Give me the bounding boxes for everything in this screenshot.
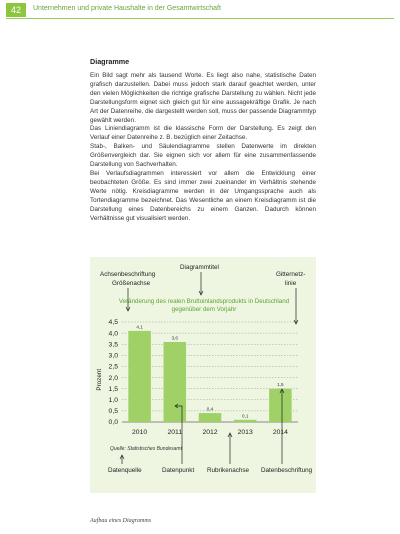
bar xyxy=(128,331,151,422)
bar xyxy=(199,413,222,422)
x-tick-label: 2014 xyxy=(272,429,288,436)
annotation-groessenachse: Größenachse xyxy=(112,280,151,287)
data-label: 0,4 xyxy=(206,406,214,412)
annotation-rubrikenachse: Rubrikenachse xyxy=(207,467,250,474)
annotation-gitternetzlinie: Gitternetz- xyxy=(276,271,306,278)
paragraph: Bei Verlaufsdiagrammen interessiert vor allem die Entwicklung einer beobachteten Größe. Es sind immer zwei zueinander im Verhältnis stehende Werte nötig. Kreisdiagramme werden in der Umgangssprache auch als Tortendiagramme bezeichnet. Das Wesentliche an einem Kreisdiagramm ist die Darstellung eines Datenbereichs zu einem Ganzen. Dadurch können Verhältnisse gut visualisiert werden. xyxy=(90,169,316,222)
figure-caption: Aufbau eines Diagramms xyxy=(90,518,151,524)
y-tick-label: 4,5 xyxy=(108,319,118,327)
bar xyxy=(234,420,257,422)
data-label: 4,1 xyxy=(136,324,143,330)
y-tick-label: 2,0 xyxy=(108,374,118,382)
y-axis-label: Prozent xyxy=(96,368,103,391)
y-tick-label: 4,0 xyxy=(108,330,118,338)
y-tick-label: 1,0 xyxy=(108,396,118,404)
y-tick-label: 0,0 xyxy=(108,419,118,427)
bar xyxy=(269,389,292,422)
page-number: 42 xyxy=(6,3,26,17)
running-head: Unternehmen und private Haushalte in der Gesamtwirtschaft xyxy=(33,5,221,12)
paragraph: Ein Bild sagt mehr als tausend Worte. Es liegt also nahe, statistische Daten grafisch darzustellen. Dabei muss jedoch stark darauf geachtet werden, unter den vielen Möglichkeiten die richtige grafische Darstellung zu wählen. Nicht jede Darstellungsform eignet sich gleich gut für eine aussagekräftige Grafik. Je nach Art der Datenreihe, die dargestellt werden soll, muss der passende Diagrammtyp gewählt werden. xyxy=(90,72,316,124)
y-tick-label: 0,5 xyxy=(108,408,118,416)
annotation-datenpunkt: Datenpunkt xyxy=(162,467,195,474)
paragraph: Das Liniendiagramm ist die klassische Form der Darstellung. Es zeigt den Verlauf einer Datenreihe z. B. bezüglich einer Zeitachse. xyxy=(90,125,316,142)
annotation-datenbeschriftung: Datenbeschriftung xyxy=(261,467,313,474)
chart-source: Quelle: Statistisches Bundesamt xyxy=(110,446,182,452)
x-tick-label: 2011 xyxy=(167,429,183,436)
paragraph: Stab-, Balken- und Säulendiagramme stellen Datenwerte im direkten Größenvergleich dar. Sie eignen sich vor allem für eine zusammenfassende Darstellung von Sachverhalten. xyxy=(90,143,316,169)
y-tick-label: 1,5 xyxy=(108,385,118,393)
annotation-achsenbeschriftung: Achsenbeschriftung xyxy=(100,271,156,278)
annotation-diagrammtitel: Diagrammtitel xyxy=(180,264,219,271)
annotation-datenquelle: Datenquelle xyxy=(108,467,142,474)
annotation-gitternetzlinie-2: linie xyxy=(285,280,297,287)
data-label: 0,1 xyxy=(242,413,249,419)
y-tick-label: 2,5 xyxy=(108,363,118,371)
chart-title: Veränderung des realen Bruttoinlandsprodukts in Deutschland gegenüber dem Vorjahr xyxy=(118,298,290,313)
data-label: 1,5 xyxy=(277,382,284,388)
x-tick-label: 2013 xyxy=(237,429,253,436)
x-tick-label: 2012 xyxy=(202,429,218,436)
y-tick-label: 3,0 xyxy=(108,352,118,360)
y-tick-label: 3,5 xyxy=(108,341,118,349)
x-tick-label: 2010 xyxy=(132,429,148,436)
bar xyxy=(164,342,187,422)
data-label: 3,6 xyxy=(171,335,178,341)
section-title: Diagramme xyxy=(90,57,130,66)
